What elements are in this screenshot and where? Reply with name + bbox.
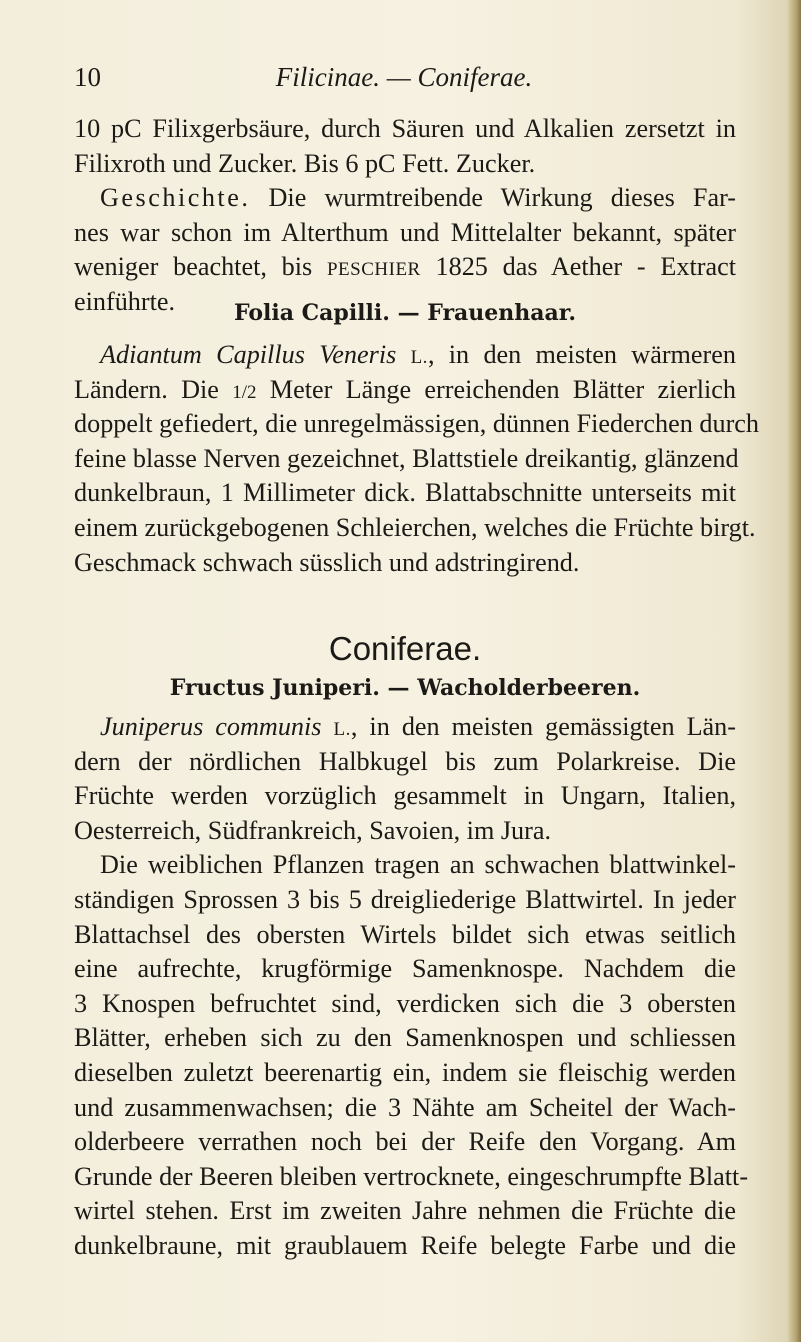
paragraph-juniperus xyxy=(74,710,749,1264)
text-line: 3 Knospen befruchtet sind, verdicken sich die 3 obersten xyxy=(74,988,736,1018)
heading-fructus-juniperi: Fructus Juniperi. — Wacholderbeeren. xyxy=(169,675,641,701)
text-line: Filixroth und Zucker. Bis 6 pC Fett. Zucker. xyxy=(74,148,536,178)
text-line: dern der nördlichen Halbkugel bis zum Polarkreise. Die xyxy=(74,746,736,776)
paragraph-adiantum xyxy=(74,338,760,580)
text-line: einem zurückgebogenen Schleierchen, welches die Früchte birgt. xyxy=(74,512,756,542)
text-line: wirtel stehen. Erst im zweiten Jahre nehmen die Früchte die xyxy=(74,1196,736,1226)
species-name: Juniperus communis xyxy=(100,712,322,741)
text-line xyxy=(74,710,736,745)
text-line xyxy=(74,250,736,285)
author-abbrev: L. xyxy=(410,347,428,368)
page-header xyxy=(74,62,734,102)
heading-folia-capilli: Folia Capilli. — Frauenhaar. xyxy=(233,300,577,326)
fraction: 1/2 xyxy=(232,381,257,403)
text-span: 1825 das Aether - Extract xyxy=(420,252,736,282)
text-span: Die wurmtreibende Wirkung dieses Far- xyxy=(250,183,736,213)
text-span: , in den meisten gemässigten Län- xyxy=(350,712,736,741)
text-line xyxy=(74,373,736,408)
author-name: PESCHIER xyxy=(326,259,421,281)
text-span: Meter Länge erreichenden Blätter zierlich xyxy=(256,374,736,404)
text-line: olderbeere verrathen noch bei der Reife den Vorgang. Am xyxy=(74,1127,736,1157)
text-span: , in den meisten wärmeren xyxy=(427,340,736,369)
text-line: Grunde der Beeren bleiben vertrocknete, eingeschrumpfte Blatt- xyxy=(74,1161,749,1191)
author-abbrev: L. xyxy=(333,719,351,740)
text-line: Früchte werden vorzüglich gesammelt in Ungarn, Italien, xyxy=(74,781,736,811)
text-line: nes war schon im Alterthum und Mittelalter bekannt, später xyxy=(74,217,736,247)
text-line: und zusammenwachsen; die 3 Nähte am Scheitel der Wach- xyxy=(74,1092,736,1122)
text-line: ständigen Sprossen 3 bis 5 dreigliederige Blattwirtel. In jeder xyxy=(74,884,736,914)
text-line xyxy=(74,338,736,373)
text-line: Blätter, erheben sich zu den Samenknospen und schliessen xyxy=(74,1023,736,1053)
text-line: Oesterreich, Südfrankreich, Savoien, im Jura. xyxy=(74,815,552,845)
section-title-coniferae: Coniferae. xyxy=(328,630,482,667)
text-span: weniger beachtet, bis xyxy=(74,252,327,282)
text-line: Blattachsel des obersten Wirtels bildet sich etwas seitlich xyxy=(74,919,736,949)
text-line: einführte. xyxy=(74,286,176,316)
text-line: Geschmack schwach süsslich und adstringirend. xyxy=(74,547,580,577)
text-line: feine blasse Nerven gezeichnet, Blattstiele dreikantig, glänzend xyxy=(74,443,739,473)
geschichte-label: Geschichte. xyxy=(100,183,251,213)
page-edge-shadow xyxy=(787,0,801,1342)
species-name: Adiantum Capillus Veneris xyxy=(100,340,397,369)
page-number: 10 xyxy=(74,62,101,92)
paragraph-filixgerbsaeure xyxy=(74,112,736,320)
text-line: 10 pC Filixgerbsäure, durch Säuren und Alkalien zersetzt in xyxy=(74,114,736,143)
text-line xyxy=(74,181,736,216)
text-line: dunkelbraun, 1 Millimeter dick. Blattabschnitte unterseits mit xyxy=(74,478,736,508)
text-line: dunkelbraune, mit graublauem Reife belegte Farbe und die xyxy=(74,1230,736,1260)
running-title: Filicinae. — Coniferae. xyxy=(275,62,533,92)
text-line: Die weiblichen Pflanzen tragen an schwachen blattwinkel- xyxy=(100,850,736,880)
text-line: doppelt gefiedert, die unregelmässigen, dünnen Fiederchen durch xyxy=(74,409,760,439)
text-span: Ländern. Die xyxy=(74,374,233,404)
text-line: eine aufrechte, krugförmige Samenknospe. Nachdem die xyxy=(74,954,736,984)
text-line: dieselben zuletzt beerenartig ein, indem sie fleischig werden xyxy=(74,1057,736,1087)
